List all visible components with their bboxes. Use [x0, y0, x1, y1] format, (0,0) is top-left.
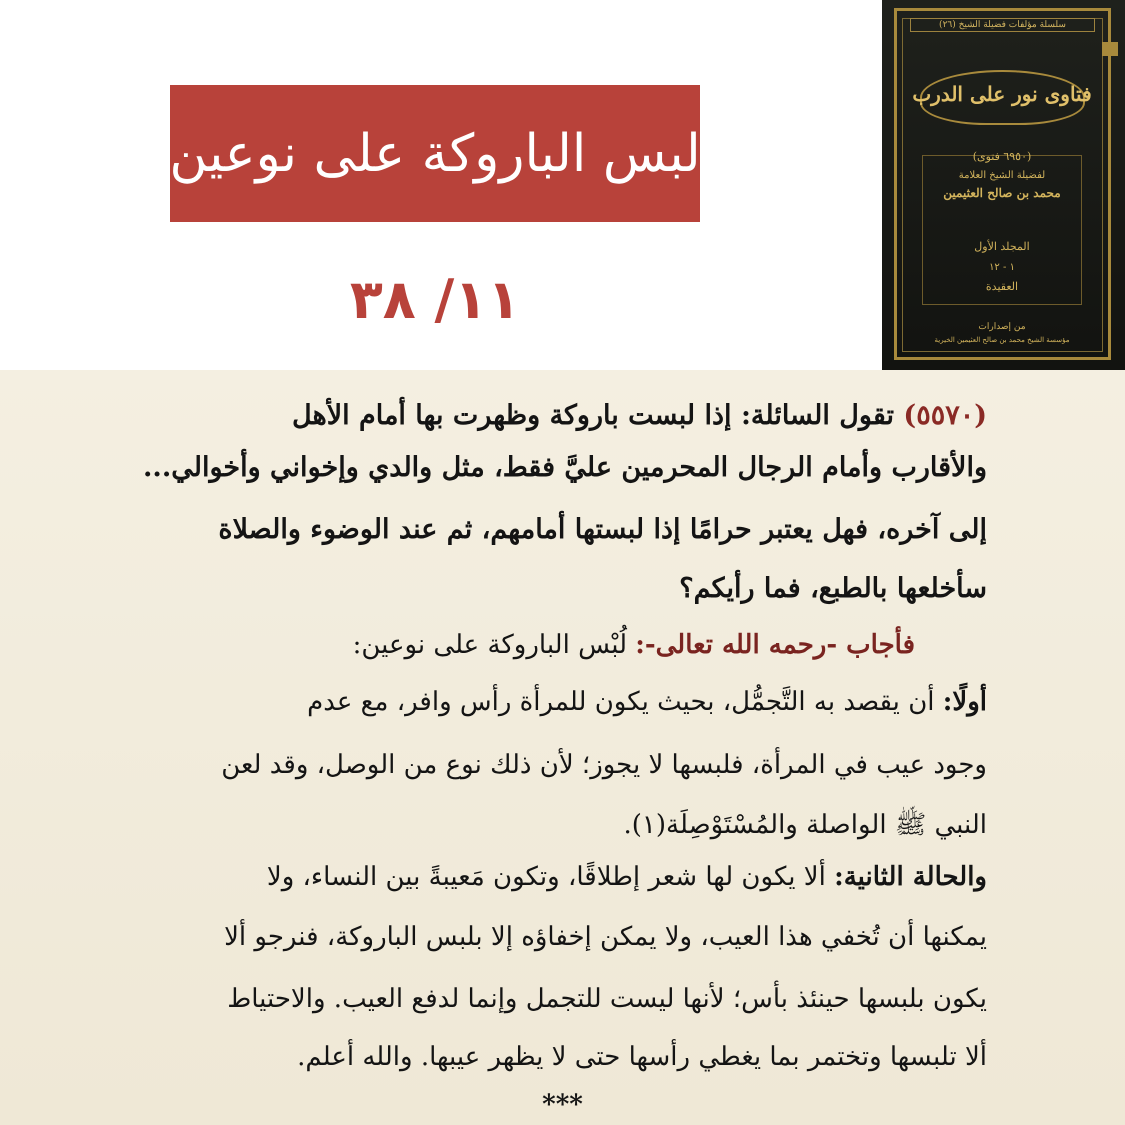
answer-second-line-1	[0, 862, 1125, 892]
cover-fatwa-count: (٦٩٥٠ فتوى)	[972, 150, 1032, 163]
cover-publisher: مؤسسة الشيخ محمد بن صالح العثيمين الخيرية	[934, 336, 1070, 344]
answer-second-line-3: يكون بلبسها حينئذ بأس؛ لأنها ليست للتجمل وإنما لدفع العيب. والاحتياط	[227, 984, 987, 1014]
fatwa-number: (٥٥٧٠)	[903, 400, 987, 431]
cover-books-emblem-icon	[1102, 42, 1118, 56]
question-label: تقول السائلة:	[740, 400, 895, 431]
answer-second-line-4: ألا تلبسها وتختمر بما يغطي رأسها حتى لا يظهر عيبها. والله أعلم.	[297, 1042, 987, 1072]
book-page-scan	[0, 370, 1125, 1125]
answer-first-line-1	[0, 687, 1125, 717]
cover-publisher-prefix: من إصدارات	[978, 322, 1026, 332]
first-case-text: أن يقصد به التَّجمُّل، بحيث يكون للمرأة رأس وافر، مع عدم	[307, 687, 935, 717]
title-banner	[170, 85, 700, 222]
second-case-text: ألا يكون لها شعر إطلاقًا، وتكون مَعيبةً بين النساء، ولا	[266, 862, 826, 892]
section-separator: ***	[542, 1090, 583, 1120]
question-line-4: سأخلعها بالطبع، فما رأيكم؟	[679, 573, 987, 604]
volume-page-reference: ١١/ ٣٨	[349, 268, 521, 331]
cover-author-name: محمد بن صالح العثيمين	[943, 186, 1061, 200]
answer-lead: فأجاب -رحمه الله تعالى-:	[635, 630, 915, 660]
question-line-2: والأقارب وأمام الرجال المحرمين عليَّ فقط، مثل والدي وإخواني وأخوالي...	[143, 452, 987, 483]
book-cover-image	[882, 0, 1125, 370]
answer-intro	[0, 630, 1125, 660]
answer-first-line-2: وجود عيب في المرأة، فلبسها لا يجوز؛ لأن ذلك نوع من الوصل، وقد لعن	[221, 750, 987, 780]
page-title: لبس الباروكة على نوعين	[169, 123, 701, 184]
question-text: إذا لبست باروكة وظهرت بها أمام الأهل	[292, 400, 732, 431]
answer-second-line-2: يمكنها أن تُخفي هذا العيب، ولا يمكن إخفاؤه إلا بلبس الباروكة، فنرجو ألا	[224, 922, 987, 952]
cover-volume: المجلد الأول	[974, 240, 1030, 253]
cover-series-label: سلسلة مؤلفات فضيلة الشيخ (٢٦)	[910, 18, 1095, 32]
first-case-label: أولًا:	[942, 687, 987, 717]
cover-author-prefix: لفضيلة الشيخ العلامة	[958, 170, 1046, 181]
cover-title: فتاوى نور على الدرب	[912, 82, 1092, 106]
answer-first-line-3: النبي ﷺ الواصلة والمُسْتَوْصِلَة(١).	[623, 810, 987, 840]
question-line-1	[0, 400, 1125, 431]
answer-intro-text: لُبْس الباروكة على نوعين:	[352, 630, 627, 660]
second-case-label: والحالة الثانية:	[834, 862, 987, 892]
cover-subject: العقيدة	[985, 280, 1019, 293]
question-line-3: إلى آخره، فهل يعتبر حرامًا إذا لبستها أمامهم، ثم عند الوضوء والصلاة	[218, 514, 987, 545]
cover-range: ١ - ١٢	[989, 262, 1015, 273]
